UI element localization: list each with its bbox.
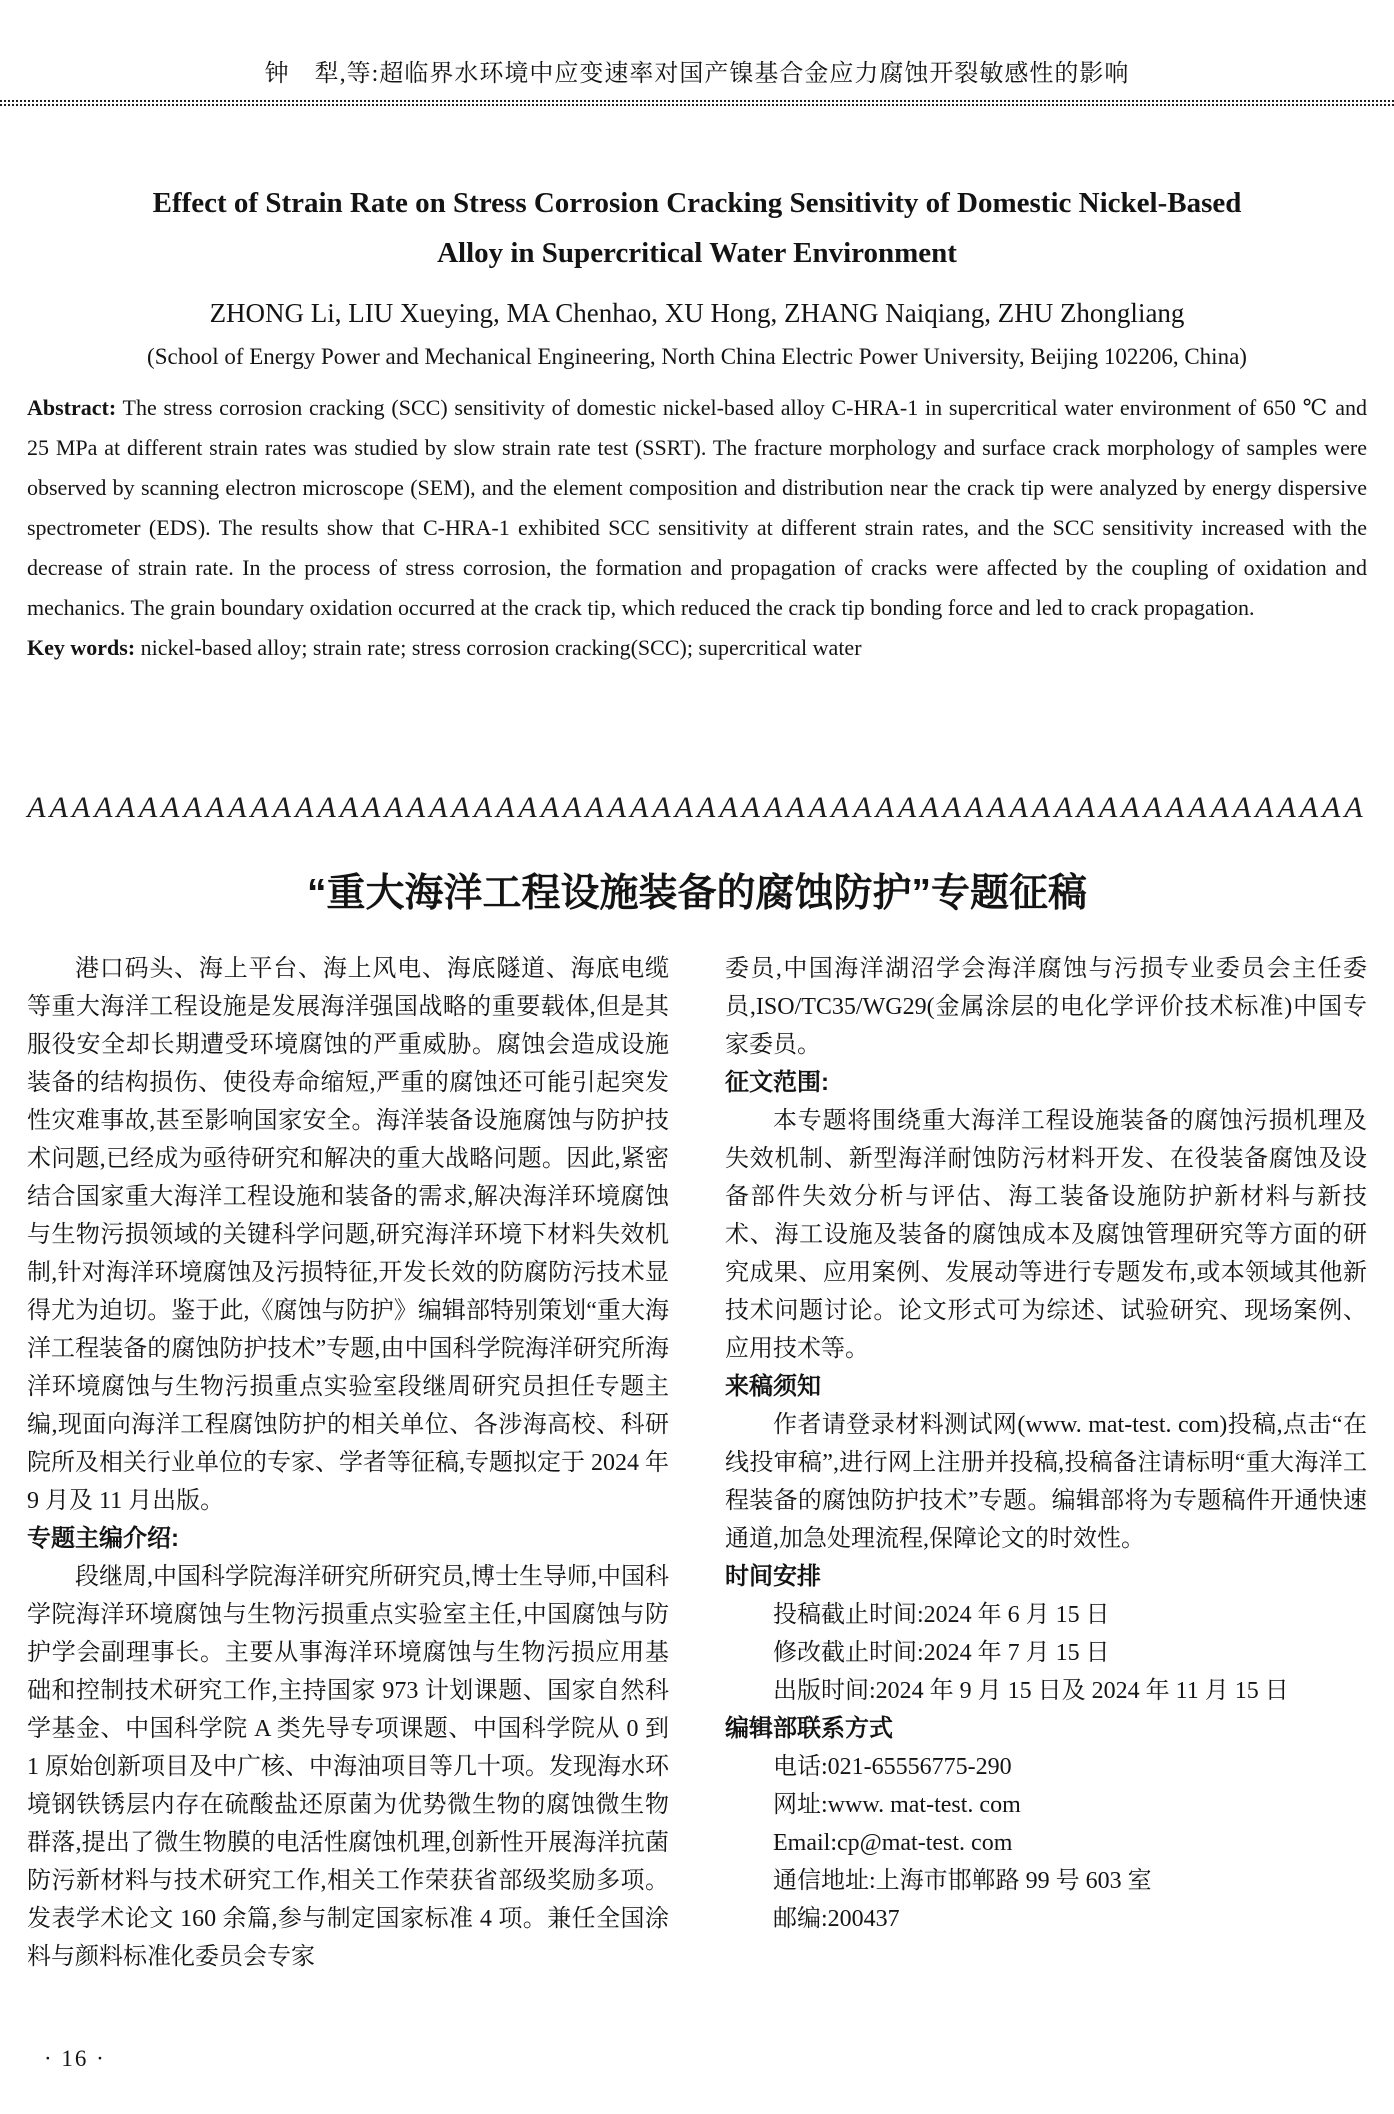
authors-line: ZHONG Li, LIU Xueying, MA Chenhao, XU Hong, ZHANG Naiqiang, ZHU Zhongliang	[209, 298, 1185, 328]
text-line: 邮编:200437	[773, 1906, 900, 1932]
abstract-label: Abstract:	[27, 395, 117, 420]
paper-title-line2: Alloy in Supercritical Water Environment	[437, 237, 957, 269]
keywords-label: Key words:	[27, 635, 136, 660]
notice-body	[27, 950, 1367, 1976]
affiliation-line: (School of Energy Power and Mechanical Engineering, North China Electric Power University, Beijing 102206, China)	[147, 344, 1247, 369]
text-line: 电话:021-65556775-290	[773, 1754, 1012, 1780]
section-heading: 时间安排	[725, 1563, 821, 1590]
column-left	[27, 950, 669, 1976]
text-line: 本专题将围绕重大海洋工程设施装备的腐蚀污损机理及失效机制、新型海洋耐蚀防污材料开发、在役装备腐蚀及设备部件失效分析与评估、海工装备设施防护新材料与新技术、海工设施及装备的腐蚀成本及腐蚀管理研究等方面的研究成果、应用案例、发展动等进行专题发布,或本领域其他新技术问题讨论。论文形式可为综述、试验研究、现场案例、应用技术等。	[725, 1108, 1367, 1362]
text-line: 作者请登录材料测试网(www. mat-test. com)投稿,点击“在线投审稿”,进行网上注册并投稿,投稿备注请标明“重大海洋工程装备的腐蚀防护技术”专题。编辑部将为专题稿件开通快速通道,加急处理流程,保障论文的时效性。	[725, 1412, 1367, 1552]
text-line: 投稿截止时间:2024 年 6 月 15 日	[773, 1602, 1110, 1628]
paper-title	[40, 178, 1354, 278]
header-rule	[0, 100, 1394, 107]
section-heading: 来稿须知	[725, 1373, 821, 1400]
call-for-papers-title: “重大海洋工程设施装备的腐蚀防护”专题征稿	[306, 872, 1087, 915]
section-heading: 专题主编介绍:	[27, 1525, 179, 1552]
section-heading: 编辑部联系方式	[725, 1715, 893, 1742]
text-line: 港口码头、海上平台、海上风电、海底隧道、海底电缆等重大海洋工程设施是发展海洋强国战略的重要载体,但是其服役安全却长期遭受环境腐蚀的严重威胁。腐蚀会造成设施装备的结构损伤、使役寿命缩短,严重的腐蚀还可能引起突发性灾难事故,甚至影响国家安全。海洋装备设施腐蚀与防护技术问题,已经成为亟待研究和解决的重大战略问题。因此,紧密结合国家重大海洋工程设施和装备的需求,解决海洋环境腐蚀与生物污损领域的关键科学问题,研究海洋环境下材料失效机制,针对海洋环境腐蚀及污损特征,开发长效的防腐防污技术显得尤为迫切。鉴于此,《腐蚀与防护》编辑部特别策划“重大海洋工程装备的腐蚀防护技术”专题,由中国科学院海洋研究所海洋环境腐蚀与生物污损重点实验室段继周研究员担任专题主编,现面向海洋工程腐蚀防护的相关单位、各涉海高校、科研院所及相关行业单位的专家、学者等征稿,专题拟定于 2024 年 9 月及 11 月出版。	[27, 956, 669, 1514]
abstract-text: The stress corrosion cracking (SCC) sensitivity of domestic nickel-based alloy C-HRA-1 in supercritical water environment of 650 ℃ and 25 MPa at different strain rates was studied by slow strain rate test (SSRT). The fracture morphology and surface crack morphology of samples were observed by scanning electron microscope (SEM), and the element composition and distribution near the crack tip were analyzed by energy dispersive spectrometer (EDS). The results show that C-HRA-1 exhibited SCC sensitivity at different strain rates, and the SCC sensitivity increased with the decrease of strain rate. In the process of stress corrosion, the formation and propagation of cracks were affected by the coupling of oxidation and mechanics. The grain boundary oxidation occurred at the crack tip, which reduced the crack tip bonding force and led to crack propagation.	[27, 395, 1367, 620]
text-line: 段继周,中国科学院海洋研究所研究员,博士生导师,中国科学院海洋环境腐蚀与生物污损重点实验室主任,中国腐蚀与防护学会副理事长。主要从事海洋环境腐蚀与生物污损应用基础和控制技术研究工作,主持国家 973 计划课题、国家自然科学基金、中国科学院 A 类先导专项课题、中国科学院从 0 到 1 原始创新项目及中广核、中海油项目等几十项。发现海水环境钢铁锈层内存在硫酸盐还原菌为优势微生物的腐蚀微生物群落,提出了微生物膜的电活性腐蚀机理,创新性开展海洋抗菌防污新材料与技术研究工作,相关工作荣获省部级奖励多项。发表学术论文 160 余篇,参与制定国家标准 4 项。兼任全国涂料与颜料标准化委员会专家	[27, 1564, 669, 1970]
text-line: Email:cp@mat-test. com	[773, 1830, 1013, 1856]
text-line: 修改截止时间:2024 年 7 月 15 日	[773, 1640, 1110, 1666]
abstract-block	[27, 388, 1367, 668]
section-heading: 征文范围:	[725, 1069, 829, 1096]
column-right	[725, 950, 1367, 1976]
text-line: 出版时间:2024 年 9 月 15 日及 2024 年 11 月 15 日	[773, 1678, 1289, 1704]
text-line: 委员,中国海洋湖沼学会海洋腐蚀与污损专业委员会主任委员,ISO/TC35/WG29(金属涂层的电化学评价技术标准)中国专家委员。	[725, 956, 1367, 1058]
text-line: 通信地址:上海市邯郸路 99 号 603 室	[773, 1868, 1152, 1894]
page-number: · 16 ·	[44, 2046, 106, 2071]
abstract-paragraph	[27, 388, 1367, 628]
text-line: 网址:www. mat-test. com	[773, 1792, 1021, 1818]
keywords-text: nickel-based alloy; strain rate; stress corrosion cracking(SCC); supercritical water	[135, 635, 862, 660]
running-head: 钟 犁,等:超临界水环境中应变速率对国产镍基合金应力腐蚀开裂敏感性的影响	[264, 61, 1130, 87]
paper-title-line1: Effect of Strain Rate on Stress Corrosion Cracking Sensitivity of Domestic Nickel-Based	[152, 187, 1242, 219]
section-separator-wave: AAAAAAAAAAAAAAAAAAAAAAAAAAAAAAAAAAAAAAAAAAAAAAAAAAAAAAAAAAAA	[27, 791, 1367, 824]
keywords-line	[27, 628, 1367, 668]
